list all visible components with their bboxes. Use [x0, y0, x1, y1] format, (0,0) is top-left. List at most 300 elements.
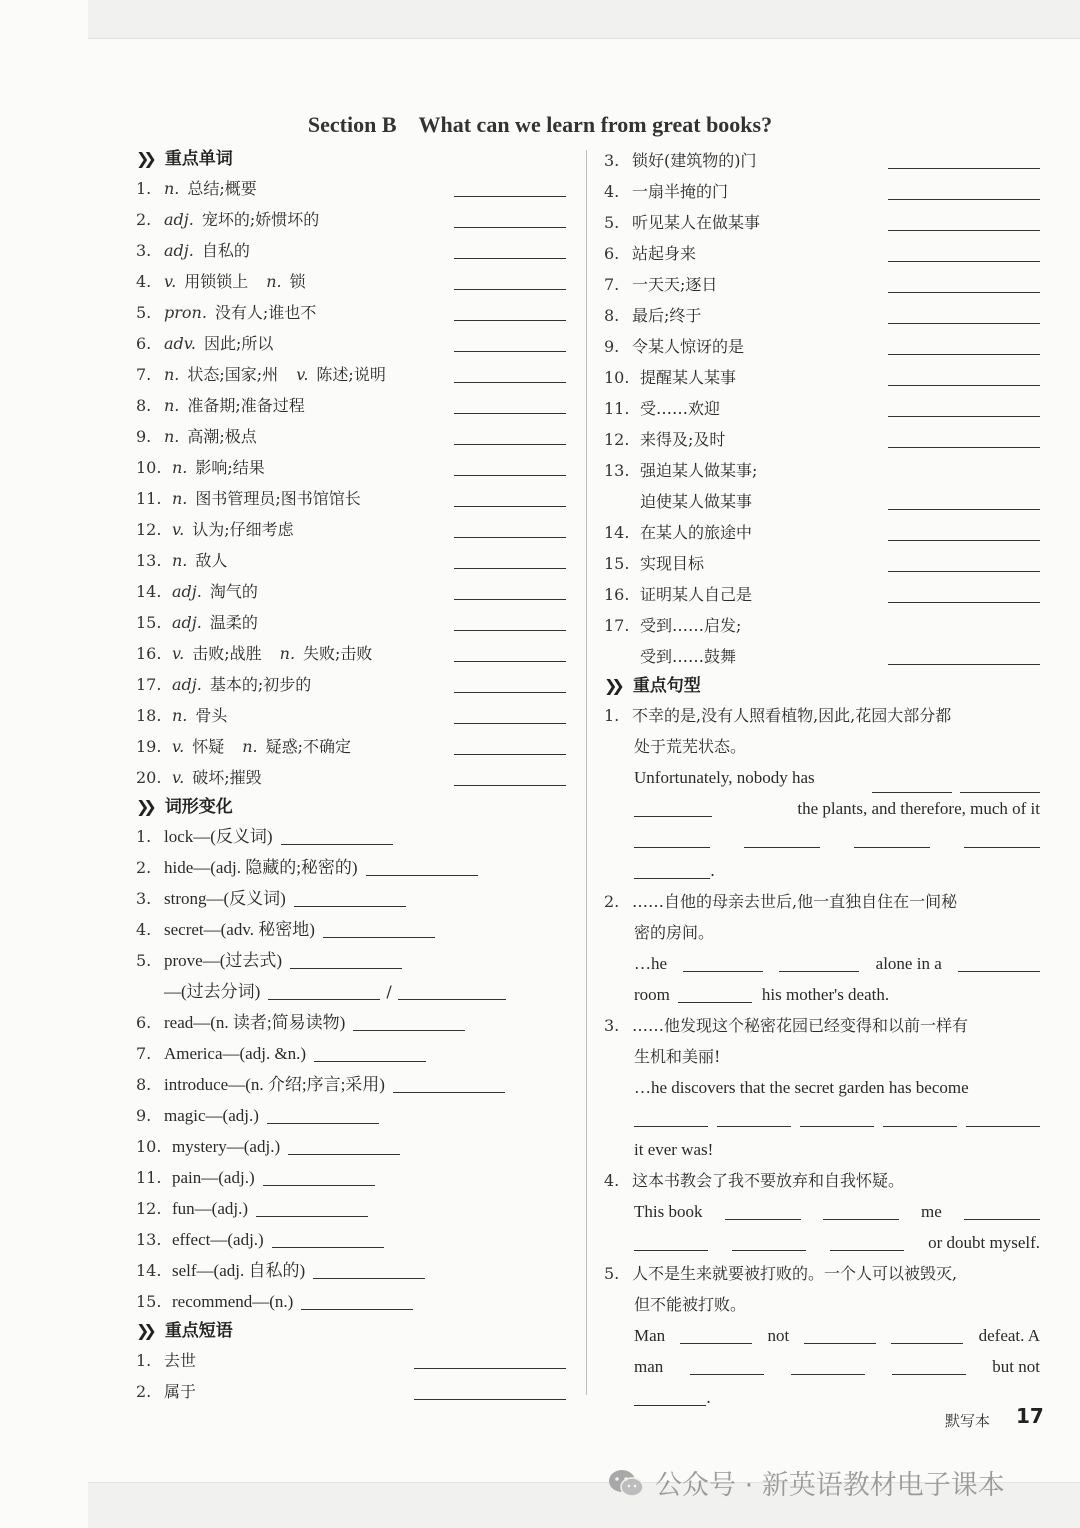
answer-blank[interactable]	[301, 1308, 413, 1310]
item-number: 11.	[604, 399, 630, 418]
vocab-row	[136, 328, 566, 359]
answer-blank[interactable]	[683, 970, 763, 972]
answer-blank[interactable]	[313, 1277, 425, 1279]
word-form: lock—(反义词)	[164, 827, 273, 846]
word-form: secret—(adv. 秘密地)	[164, 920, 315, 939]
answer-blank[interactable]	[454, 505, 566, 507]
part-of-speech: adj.	[164, 241, 194, 260]
item-number: 9.	[604, 337, 620, 356]
answer-blank[interactable]	[272, 1246, 384, 1248]
item-number: 17.	[136, 675, 162, 694]
footer-label: 默写本	[945, 1412, 991, 1430]
word-form: fun—(adj.)	[172, 1199, 249, 1218]
item-number: 12.	[136, 520, 162, 539]
part-of-speech: n.	[172, 489, 188, 508]
answer-blank[interactable]	[800, 1125, 874, 1127]
item-number: 1.	[136, 827, 152, 846]
answer-blank[interactable]	[883, 1125, 957, 1127]
section-label: Section B	[307, 112, 397, 137]
answer-blank[interactable]	[892, 1373, 966, 1375]
answer-blank[interactable]	[888, 229, 1040, 231]
vocab-row	[136, 576, 566, 607]
item-number: 14.	[136, 582, 162, 601]
part-of-speech: adj.	[172, 582, 202, 601]
item-number: 8.	[136, 1075, 152, 1094]
page-title	[0, 112, 1080, 138]
word-form: self—(adj. 自私的)	[172, 1261, 306, 1280]
phrase-meaning: 受到……鼓舞	[640, 647, 737, 666]
word-form: effect—(adj.)	[172, 1230, 264, 1249]
item-number: 7.	[136, 1044, 152, 1063]
word-form: magic—(adj.)	[164, 1106, 259, 1125]
part-of-speech: n.	[164, 427, 180, 446]
vocab-row	[136, 545, 566, 576]
part-of-speech: n.	[172, 551, 188, 570]
phrases-heading: ❯❯ 重点短语	[136, 1317, 566, 1345]
form-row	[136, 1069, 566, 1100]
phrase-row-continued	[604, 486, 1040, 517]
phrase-meaning: 迫使某人做某事	[640, 492, 753, 511]
slash: /	[386, 982, 392, 1001]
item-number: 1.	[136, 179, 152, 198]
item-number: 20.	[136, 768, 162, 787]
phrase-meaning: 听见某人在做某事	[632, 213, 761, 232]
phrase-meaning: 最后;终于	[632, 306, 702, 325]
meaning: 准备期;准备过程	[187, 396, 305, 415]
part-of-speech: adj.	[172, 675, 202, 694]
answer-blank[interactable]	[454, 195, 566, 197]
phrase-meaning: 实现目标	[640, 554, 705, 573]
form-row	[136, 1255, 566, 1286]
sentence-1: 1. 不幸的是,没有人照看植物,因此,花园大部分都 处于荒芜状态。 Unfortunately, nobody has the plants, and therefore, much of it .	[604, 706, 1040, 880]
phrase-row	[136, 1345, 566, 1376]
answer-blank[interactable]	[823, 1218, 899, 1220]
answer-blank[interactable]	[454, 722, 566, 724]
answer-blank[interactable]	[454, 474, 566, 476]
item-number: 7.	[136, 365, 152, 384]
answer-blank[interactable]	[830, 1249, 904, 1251]
meaning: 破坏;摧毁	[192, 768, 262, 787]
item-number: 8.	[136, 396, 152, 415]
form-row	[136, 1131, 566, 1162]
form-row	[136, 1162, 566, 1193]
part-of-speech: n.	[266, 272, 282, 291]
answer-blank[interactable]	[314, 1060, 426, 1062]
part-of-speech: v.	[172, 644, 185, 663]
item-number: 13.	[604, 461, 630, 480]
answer-blank[interactable]	[888, 198, 1040, 200]
phrase-row	[604, 207, 1040, 238]
item-number: 9.	[136, 1106, 152, 1125]
part-of-speech: v.	[172, 520, 185, 539]
sentence-4: 4. 这本书教会了我不要放弃和自我怀疑。 This book me or doubt myself.	[604, 1171, 1040, 1252]
double-chevron-icon: ❯❯	[136, 797, 151, 816]
item-number: 4.	[136, 920, 152, 939]
phrase-meaning: 一扇半掩的门	[632, 182, 729, 201]
vocab-row	[136, 669, 566, 700]
part-of-speech: v.	[172, 737, 185, 756]
meaning: 用锁锁上	[184, 272, 249, 291]
phrase-row	[604, 455, 1040, 486]
item-number: 6.	[136, 1013, 152, 1032]
meaning: 没有人;谁也不	[214, 303, 317, 322]
item-number: 18.	[136, 706, 162, 725]
vocab-row	[136, 607, 566, 638]
phrase-meaning: 属于	[164, 1382, 197, 1401]
meaning: 温柔的	[209, 613, 258, 632]
meaning: 认为;仔细考虑	[192, 520, 294, 539]
answer-blank[interactable]	[888, 291, 1040, 293]
answer-blank[interactable]	[294, 905, 406, 907]
answer-blank[interactable]	[888, 260, 1040, 262]
phrase-row	[604, 300, 1040, 331]
phrase-row	[604, 238, 1040, 269]
answer-blank[interactable]	[744, 846, 820, 848]
meaning: 陈述;说明	[316, 365, 386, 384]
answer-blank[interactable]	[888, 322, 1040, 324]
answer-blank[interactable]	[454, 784, 566, 786]
word-form: prove—(过去式)	[164, 951, 283, 970]
item-number: 8.	[604, 306, 620, 325]
answer-blank[interactable]	[634, 846, 710, 848]
answer-blank[interactable]	[323, 936, 435, 938]
form-row	[136, 852, 566, 883]
item-number: 15.	[136, 613, 162, 632]
answer-blank[interactable]	[680, 1342, 752, 1344]
item-number: 2.	[136, 858, 152, 877]
meaning: 锁	[289, 272, 306, 291]
answer-blank[interactable]	[791, 1373, 865, 1375]
answer-blank[interactable]	[454, 319, 566, 321]
answer-blank[interactable]	[454, 598, 566, 600]
part-of-speech: n.	[279, 644, 296, 663]
answer-blank[interactable]	[454, 412, 566, 414]
answer-blank[interactable]	[678, 1001, 752, 1003]
vocab-row	[136, 421, 566, 452]
answer-blank[interactable]	[398, 998, 506, 1000]
answer-blank[interactable]	[288, 1153, 400, 1155]
phrase-meaning: 强迫某人做某事;	[640, 461, 758, 480]
meaning: 疑惑;不确定	[265, 737, 352, 756]
answer-blank[interactable]	[964, 1218, 1040, 1220]
phrase-row	[604, 393, 1040, 424]
answer-blank[interactable]	[717, 1125, 791, 1127]
phrase-row	[136, 1376, 566, 1407]
part-of-speech: adv.	[164, 334, 197, 353]
word-form: introduce—(n. 介绍;序言;采用)	[164, 1075, 385, 1094]
answer-blank[interactable]	[454, 288, 566, 290]
word-form: strong—(反义词)	[164, 889, 286, 908]
part-of-speech: adj.	[172, 613, 202, 632]
section-topic: What can we learn from great books?	[418, 112, 773, 137]
item-number: 15.	[136, 1292, 162, 1311]
vocab-row	[136, 638, 566, 669]
word-form: pain—(adj.)	[172, 1168, 255, 1187]
answer-blank[interactable]	[454, 226, 566, 228]
forms-list	[136, 821, 566, 1317]
vocab-row	[136, 514, 566, 545]
answer-blank[interactable]	[366, 874, 478, 876]
answer-blank[interactable]	[454, 381, 566, 383]
item-number: 3.	[604, 151, 620, 170]
vocab-row	[136, 762, 566, 793]
item-number: 12.	[604, 430, 630, 449]
meaning: 因此;所以	[204, 334, 274, 353]
item-number: 2.	[136, 1382, 152, 1401]
item-number: 4.	[604, 182, 620, 201]
meaning: 淘气的	[209, 582, 258, 601]
form-row	[136, 1193, 566, 1224]
answer-blank[interactable]	[454, 629, 566, 631]
item-number: 12.	[136, 1199, 162, 1218]
item-number: 11.	[136, 1168, 162, 1187]
phrase-meaning: 令某人惊讶的是	[632, 337, 745, 356]
vocab-row	[136, 297, 566, 328]
vocab-heading: ❯❯ 重点单词	[136, 145, 566, 173]
part-of-speech: v.	[164, 272, 177, 291]
answer-blank[interactable]	[888, 384, 1040, 386]
item-number: 9.	[136, 427, 152, 446]
phrase-meaning: 锁好(建筑物的)门	[632, 151, 757, 170]
answer-blank[interactable]	[263, 1184, 375, 1186]
phrase-meaning: 来得及;及时	[640, 430, 726, 449]
item-number: 10.	[604, 368, 630, 387]
meaning: 状态;国家;州	[187, 365, 279, 384]
phrase-meaning: 证明某人自己是	[640, 585, 753, 604]
phrase-meaning: 提醒某人某事	[640, 368, 737, 387]
part-of-speech: n.	[164, 396, 180, 415]
item-number: 5.	[136, 303, 152, 322]
answer-blank[interactable]	[779, 970, 859, 972]
answer-blank[interactable]	[891, 1342, 963, 1344]
answer-blank[interactable]	[414, 1367, 566, 1369]
vocab-list	[136, 173, 566, 793]
phrase-meaning: 受……欢迎	[640, 399, 721, 418]
watermark: 公众号 · 新英语教材电子课本	[607, 1463, 1005, 1502]
meaning: 自私的	[201, 241, 250, 260]
meaning: 失败;击败	[303, 644, 373, 663]
item-number: 13.	[136, 1230, 162, 1249]
phrase-meaning: 去世	[164, 1351, 197, 1370]
phrase-row	[604, 362, 1040, 393]
item-number: 6.	[604, 244, 620, 263]
answer-blank[interactable]	[454, 443, 566, 445]
meaning: 敌人	[195, 551, 228, 570]
item-number: 14.	[136, 1261, 162, 1280]
answer-blank[interactable]	[634, 877, 710, 879]
form-row	[136, 914, 566, 945]
answer-blank[interactable]	[888, 570, 1040, 572]
answer-blank[interactable]	[888, 508, 1040, 510]
forms-heading: ❯❯ 词形变化	[136, 793, 566, 821]
phrase-row	[604, 548, 1040, 579]
double-chevron-icon: ❯❯	[136, 149, 151, 168]
answer-blank[interactable]	[888, 446, 1040, 448]
part-of-speech: n.	[164, 365, 180, 384]
part-of-speech: v.	[296, 365, 309, 384]
item-number: 2.	[136, 210, 152, 229]
answer-blank[interactable]	[268, 998, 380, 1000]
item-number: 15.	[604, 554, 630, 573]
answer-blank[interactable]	[888, 539, 1040, 541]
answer-blank[interactable]	[888, 415, 1040, 417]
form-row	[136, 1286, 566, 1317]
part-of-speech: n.	[172, 706, 188, 725]
meaning: 图书管理员;图书馆馆长	[195, 489, 361, 508]
double-chevron-icon: ❯❯	[604, 676, 619, 695]
answer-blank[interactable]	[888, 601, 1040, 603]
answer-blank[interactable]	[353, 1029, 465, 1031]
part-of-speech: n.	[242, 737, 258, 756]
answer-blank[interactable]	[634, 1249, 708, 1251]
answer-blank[interactable]	[454, 350, 566, 352]
answer-blank[interactable]	[634, 1125, 708, 1127]
vocab-row	[136, 173, 566, 204]
answer-blank[interactable]	[290, 967, 402, 969]
item-number: 14.	[604, 523, 630, 542]
phrases-list-right	[604, 145, 1040, 672]
answer-blank[interactable]	[454, 691, 566, 693]
item-number: 17.	[604, 616, 630, 635]
answer-blank[interactable]	[267, 1122, 379, 1124]
answer-blank[interactable]	[888, 663, 1040, 665]
answer-blank[interactable]	[888, 353, 1040, 355]
part-of-speech: v.	[172, 768, 185, 787]
word-form: —(过去分词)	[164, 982, 261, 1001]
double-chevron-icon: ❯❯	[136, 1321, 151, 1340]
meaning: 高潮;极点	[187, 427, 257, 446]
part-of-speech: adj.	[164, 210, 194, 229]
column-divider	[586, 150, 587, 1395]
phrase-row	[604, 517, 1040, 548]
word-form: mystery—(adj.)	[172, 1137, 281, 1156]
answer-blank[interactable]	[256, 1215, 368, 1217]
item-number: 10.	[136, 1137, 162, 1156]
phrase-row	[604, 176, 1040, 207]
phrase-row	[604, 424, 1040, 455]
answer-blank[interactable]	[958, 970, 1040, 972]
word-form: hide—(adj. 隐藏的;秘密的)	[164, 858, 358, 877]
phrase-row	[604, 269, 1040, 300]
answer-blank[interactable]	[732, 1249, 806, 1251]
phrase-row	[604, 331, 1040, 362]
item-number: 7.	[604, 275, 620, 294]
phrase-row-continued	[604, 641, 1040, 672]
vocab-row	[136, 700, 566, 731]
answer-blank[interactable]	[454, 567, 566, 569]
item-number: 19.	[136, 737, 162, 756]
part-of-speech: n.	[164, 179, 180, 198]
part-of-speech: pron.	[164, 303, 207, 322]
item-number: 6.	[136, 334, 152, 353]
answer-blank[interactable]	[966, 1125, 1040, 1127]
phrase-row	[604, 579, 1040, 610]
meaning: 基本的;初步的	[209, 675, 312, 694]
form-row	[136, 1100, 566, 1131]
form-row	[136, 945, 566, 976]
answer-blank[interactable]	[888, 167, 1040, 169]
phrase-row	[604, 610, 1040, 641]
vocab-row	[136, 390, 566, 421]
vocab-row	[136, 266, 566, 297]
meaning: 击败;战胜	[192, 644, 262, 663]
page-number: 17	[1016, 1404, 1044, 1428]
phrase-meaning: 一天天;逐日	[632, 275, 718, 294]
form-row	[136, 883, 566, 914]
sentence-2: 2. ……自他的母亲去世后,他一直独自住在一间秘 密的房间。 …he alone in a room his mother's death.	[604, 886, 1040, 1010]
item-number: 11.	[136, 489, 162, 508]
phrase-meaning: 在某人的旅途中	[640, 523, 753, 542]
phrase-row	[604, 145, 1040, 176]
item-number: 3.	[136, 241, 152, 260]
word-form: America—(adj. &n.)	[164, 1044, 307, 1063]
meaning: 怀疑	[192, 737, 225, 756]
item-number: 13.	[136, 551, 162, 570]
left-column	[136, 145, 566, 1407]
part-of-speech: n.	[172, 458, 188, 477]
answer-blank[interactable]	[454, 753, 566, 755]
form-row	[136, 976, 566, 1007]
answer-blank[interactable]	[634, 815, 712, 817]
vocab-row	[136, 731, 566, 762]
item-number: 5.	[136, 951, 152, 970]
wechat-icon	[607, 1468, 645, 1498]
phrases-list-left	[136, 1345, 566, 1407]
vocab-row	[136, 483, 566, 514]
sentence-3: 3. ……他发现这个秘密花园已经变得和以前一样有 生机和美丽! …he discovers that the secret garden has become it ever was!	[604, 1010, 1040, 1165]
vocab-row	[136, 452, 566, 483]
item-number: 3.	[136, 889, 152, 908]
answer-blank[interactable]	[393, 1091, 505, 1093]
form-row	[136, 1038, 566, 1069]
word-form: read—(n. 读者;简易读物)	[164, 1013, 346, 1032]
sentence-5: 5. 人不是生来就要被打败的。一个人可以被毁灭, 但不能被打败。 Man not defeat. A man but not .	[604, 1264, 1040, 1407]
phrase-meaning: 站起身来	[632, 244, 697, 263]
answer-blank[interactable]	[634, 1404, 706, 1406]
answer-blank[interactable]	[414, 1398, 566, 1400]
answer-blank[interactable]	[454, 536, 566, 538]
vocab-row	[136, 235, 566, 266]
top-scan-band	[88, 0, 1080, 39]
answer-blank[interactable]	[454, 660, 566, 662]
answer-blank[interactable]	[725, 1218, 801, 1220]
meaning: 总结;概要	[187, 179, 257, 198]
answer-blank[interactable]	[804, 1342, 876, 1344]
vocab-row	[136, 204, 566, 235]
answer-blank[interactable]	[281, 843, 393, 845]
answer-blank[interactable]	[854, 846, 930, 848]
word-form: recommend—(n.)	[172, 1292, 294, 1311]
item-number: 16.	[136, 644, 162, 663]
item-number: 10.	[136, 458, 162, 477]
right-column	[604, 145, 1040, 1413]
sentences-heading: ❯❯ 重点句型	[604, 672, 1040, 700]
item-number: 16.	[604, 585, 630, 604]
item-number: 5.	[604, 213, 620, 232]
item-number: 4.	[136, 272, 152, 291]
form-row	[136, 1007, 566, 1038]
answer-blank[interactable]	[690, 1373, 764, 1375]
answer-blank[interactable]	[964, 846, 1040, 848]
answer-blank[interactable]	[454, 257, 566, 259]
form-row	[136, 1224, 566, 1255]
meaning: 宠坏的;娇惯坏的	[201, 210, 320, 229]
phrase-meaning: 受到……启发;	[640, 616, 742, 635]
meaning: 影响;结果	[195, 458, 265, 477]
item-number: 1.	[136, 1351, 152, 1370]
meaning: 骨头	[195, 706, 228, 725]
vocab-row	[136, 359, 566, 390]
